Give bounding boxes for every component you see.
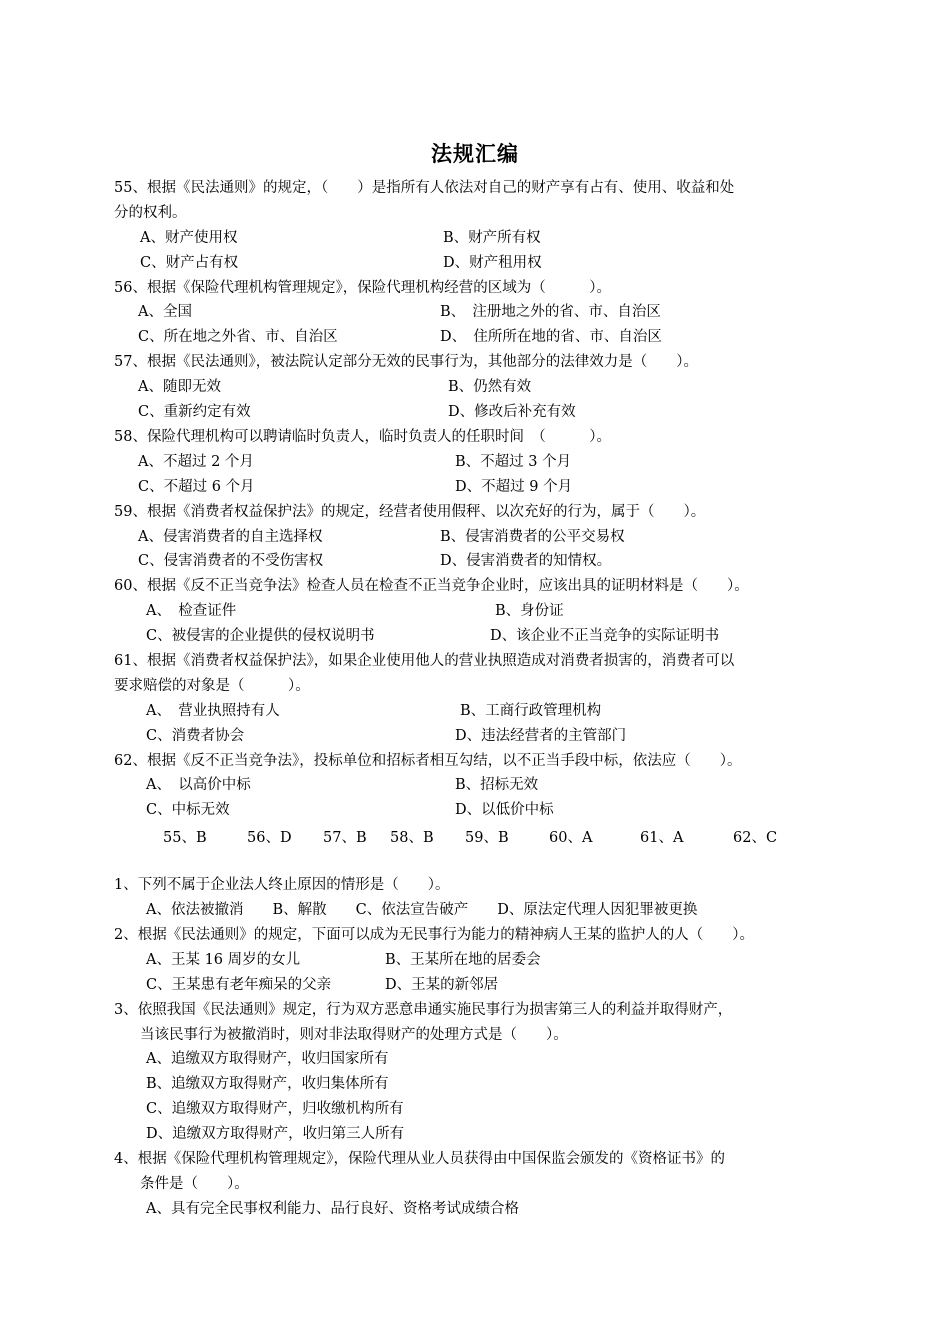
answer-60: 60、A <box>549 830 593 846</box>
q62-option-b: B、招标无效 <box>455 777 539 793</box>
q61-stem-line2: 要求赔偿的对象是（ ）。 <box>114 678 310 694</box>
q57-option-d: D、修改后补充有效 <box>448 404 576 420</box>
q55-stem-line1: 55、根据《民法通则》的规定，（ ）是指所有人依法对自己的财产享有占有、使用、收益和处 <box>114 180 735 196</box>
p3-option-d: D、追缴双方取得财产，收归第三人所有 <box>146 1126 405 1142</box>
answer-62: 62、C <box>733 830 778 846</box>
answer-55: 55、B <box>163 830 207 846</box>
q60-option-a: A、 检查证件 <box>146 603 237 619</box>
q62-stem: 62、根据《反不正当竞争法》，投标单位和招标者相互勾结，以不正当手段中标，依法应（ ）。 <box>114 753 742 769</box>
q60-option-d: D、该企业不正当竞争的实际证明书 <box>490 628 720 644</box>
q55-option-d: D、财产租用权 <box>443 255 542 271</box>
q62-option-d: D、以低价中标 <box>455 802 554 818</box>
q56-stem: 56、根据《保险代理机构管理规定》，保险代理机构经营的区域为（ ）。 <box>114 280 611 296</box>
answer-57: 57、B <box>323 830 367 846</box>
q56-option-b: B、 注册地之外的省、市、自治区 <box>440 304 661 320</box>
p4-stem-line1: 4、根据《保险代理机构管理规定》，保险代理从业人员获得由中国保监会颁发的《资格证书》的 <box>114 1151 725 1167</box>
q57-option-a: A、随即无效 <box>138 379 221 395</box>
q55-stem-line2: 分的权利。 <box>114 205 187 221</box>
answer-59: 59、B <box>465 830 509 846</box>
q58-option-b: B、不超过 3 个月 <box>455 454 572 470</box>
p3-stem-line1: 3、依照我国《民法通则》规定，行为双方恶意串通实施民事行为损害第三人的利益并取得财产， <box>114 1002 733 1018</box>
q58-option-c: C、不超过 6 个月 <box>138 479 255 495</box>
q61-option-c: C、消费者协会 <box>146 728 245 744</box>
p4-stem-line2: 条件是（ ）。 <box>140 1176 249 1192</box>
p1-options: A、依法被撤消 B、解散 C、依法宣告破产 D、原法定代理人因犯罪被更换 <box>146 902 698 918</box>
q56-option-a: A、全国 <box>138 304 192 320</box>
p1-stem: 1、下列不属于企业法人终止原因的情形是（ ）。 <box>114 877 450 893</box>
p2-option-b: B、王某所在地的居委会 <box>385 952 541 968</box>
q62-option-c: C、中标无效 <box>146 802 230 818</box>
q56-option-c: C、所在地之外省、市、自治区 <box>138 329 338 345</box>
q59-option-a: A、侵害消费者的自主选择权 <box>138 529 323 545</box>
q57-stem: 57、根据《民法通则》，被法院认定部分无效的民事行为，其他部分的法律效力是（ ）。 <box>114 354 698 370</box>
p3-option-c: C、追缴双方取得财产，归收缴机构所有 <box>146 1101 404 1117</box>
q61-option-d: D、违法经营者的主管部门 <box>455 728 627 744</box>
q57-option-b: B、仍然有效 <box>448 379 532 395</box>
p2-option-a: A、王某 16 周岁的女儿 <box>146 952 301 968</box>
q61-option-b: B、工商行政管理机构 <box>460 703 602 719</box>
p3-stem-line2: 当该民事行为被撤消时，则对非法取得财产的处理方式是（ ）。 <box>140 1027 568 1043</box>
p2-stem: 2、根据《民法通则》的规定，下面可以成为无民事行为能力的精神病人王某的监护人的人（ ）。 <box>114 927 754 943</box>
answer-56: 56、D <box>247 830 292 846</box>
p3-option-b: B、追缴双方取得财产，收归集体所有 <box>146 1076 389 1092</box>
q58-option-a: A、不超过 2 个月 <box>138 454 254 470</box>
answer-61: 61、A <box>640 830 684 846</box>
q59-option-d: D、侵害消费者的知情权。 <box>440 553 612 569</box>
q55-option-b: B、财产所有权 <box>443 230 541 246</box>
page-title: 法规汇编 <box>431 142 519 166</box>
answer-58: 58、B <box>390 830 434 846</box>
p3-option-a: A、追缴双方取得财产，收归国家所有 <box>146 1051 389 1067</box>
q55-option-a: A、财产使用权 <box>140 230 238 246</box>
q59-option-c: C、侵害消费者的不受伤害权 <box>138 553 324 569</box>
q62-option-a: A、 以高价中标 <box>146 777 251 793</box>
q60-stem: 60、根据《反不正当竞争法》检查人员在检查不正当竞争企业时，应该出具的证明材料是（ ）。 <box>114 578 749 594</box>
q61-stem-line1: 61、根据《消费者权益保护法》，如果企业使用他人的营业执照造成对消费者损害的，消费者可以 <box>114 653 735 669</box>
q61-option-a: A、 营业执照持有人 <box>146 703 280 719</box>
q57-option-c: C、重新约定有效 <box>138 404 251 420</box>
q59-stem: 59、根据《消费者权益保护法》的规定，经营者使用假秤、以次充好的行为，属于（ ）。 <box>114 504 706 520</box>
p4-option-a: A、具有完全民事权利能力、品行良好、资格考试成绩合格 <box>146 1201 519 1217</box>
q58-stem: 58、保险代理机构可以聘请临时负责人，临时负责人的任职时间 （ ）。 <box>114 429 611 445</box>
q60-option-c: C、被侵害的企业提供的侵权说明书 <box>146 628 375 644</box>
q60-option-b: B、身份证 <box>495 603 564 619</box>
q59-option-b: B、侵害消费者的公平交易权 <box>440 529 625 545</box>
p2-option-d: D、王某的新邻居 <box>385 977 499 993</box>
p2-option-c: C、王某患有老年痴呆的父亲 <box>146 977 332 993</box>
q58-option-d: D、不超过 9 个月 <box>455 479 573 495</box>
q55-option-c: C、财产占有权 <box>140 255 239 271</box>
q56-option-d: D、 住所所在地的省、市、自治区 <box>440 329 662 345</box>
